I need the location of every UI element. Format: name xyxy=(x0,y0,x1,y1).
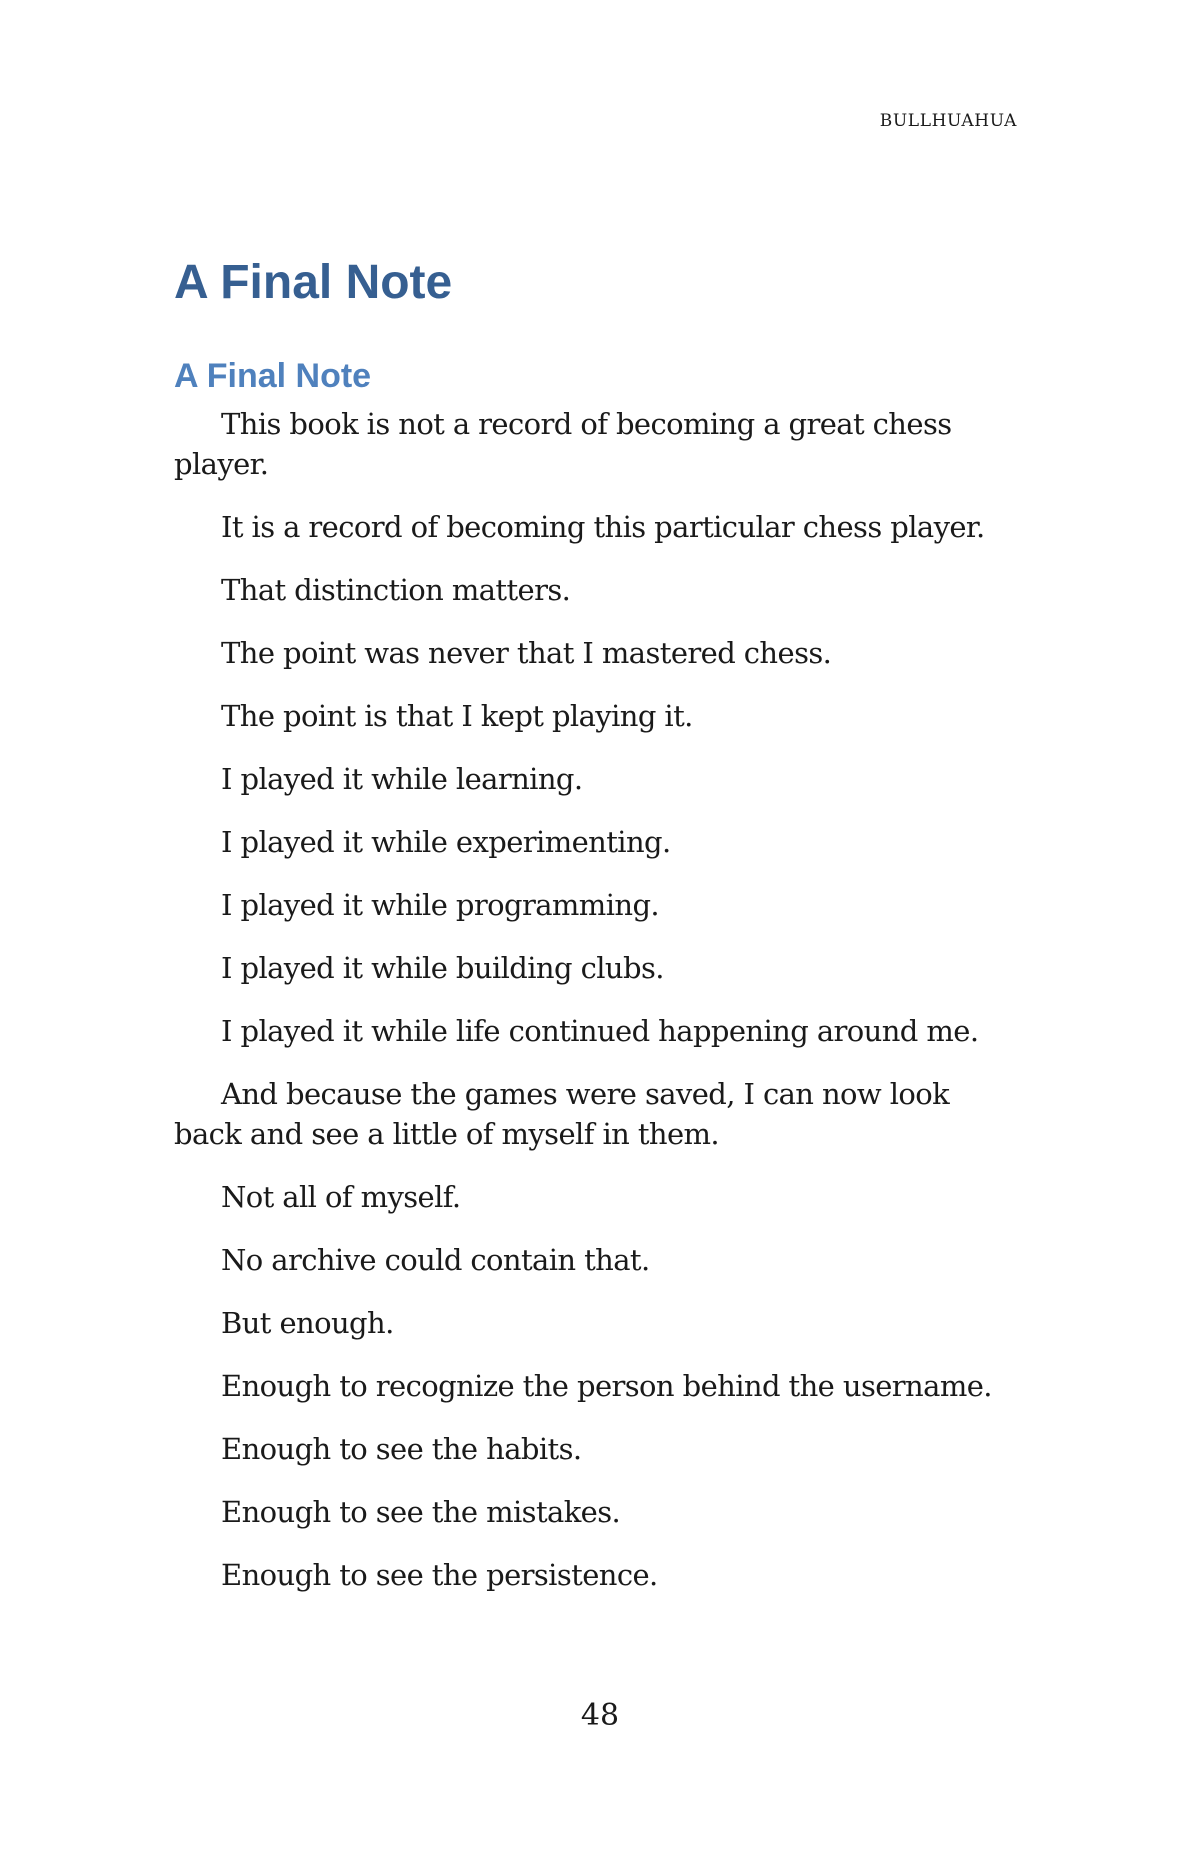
paragraph: And because the games were saved, I can now look back and see a little of myself in them. xyxy=(174,1077,950,1151)
paragraph: This book is not a record of becoming a great chess player. xyxy=(174,407,952,481)
chapter-title: A Final Note xyxy=(174,256,453,309)
body-text xyxy=(174,404,1024,1595)
section-heading: A Final Note xyxy=(174,357,372,395)
paragraph: I played it while learning. xyxy=(221,762,583,796)
paragraph: Not all of myself. xyxy=(221,1180,461,1214)
paragraph: Enough to see the mistakes. xyxy=(221,1495,621,1529)
paragraph: But enough. xyxy=(221,1306,394,1340)
paragraph: Enough to recognize the person behind the username. xyxy=(221,1369,992,1403)
paragraph: Enough to see the habits. xyxy=(221,1432,582,1466)
page-content xyxy=(174,252,1024,1618)
paragraph: I played it while building clubs. xyxy=(221,951,664,985)
paragraph: I played it while programming. xyxy=(221,888,660,922)
paragraph: The point was never that I mastered chess. xyxy=(221,636,832,670)
paragraph: The point is that I kept playing it. xyxy=(221,699,693,733)
paragraph: No archive could contain that. xyxy=(221,1243,650,1277)
paragraph: I played it while life continued happening around me. xyxy=(221,1014,979,1048)
paragraph: It is a record of becoming this particular chess player. xyxy=(221,510,985,544)
paragraph: That distinction matters. xyxy=(221,573,571,607)
running-header: BULLHUAHUA xyxy=(879,111,1017,131)
paragraph: I played it while experimenting. xyxy=(221,825,671,859)
paragraph: Enough to see the persistence. xyxy=(221,1558,658,1592)
page-number: 48 xyxy=(580,1698,620,1733)
